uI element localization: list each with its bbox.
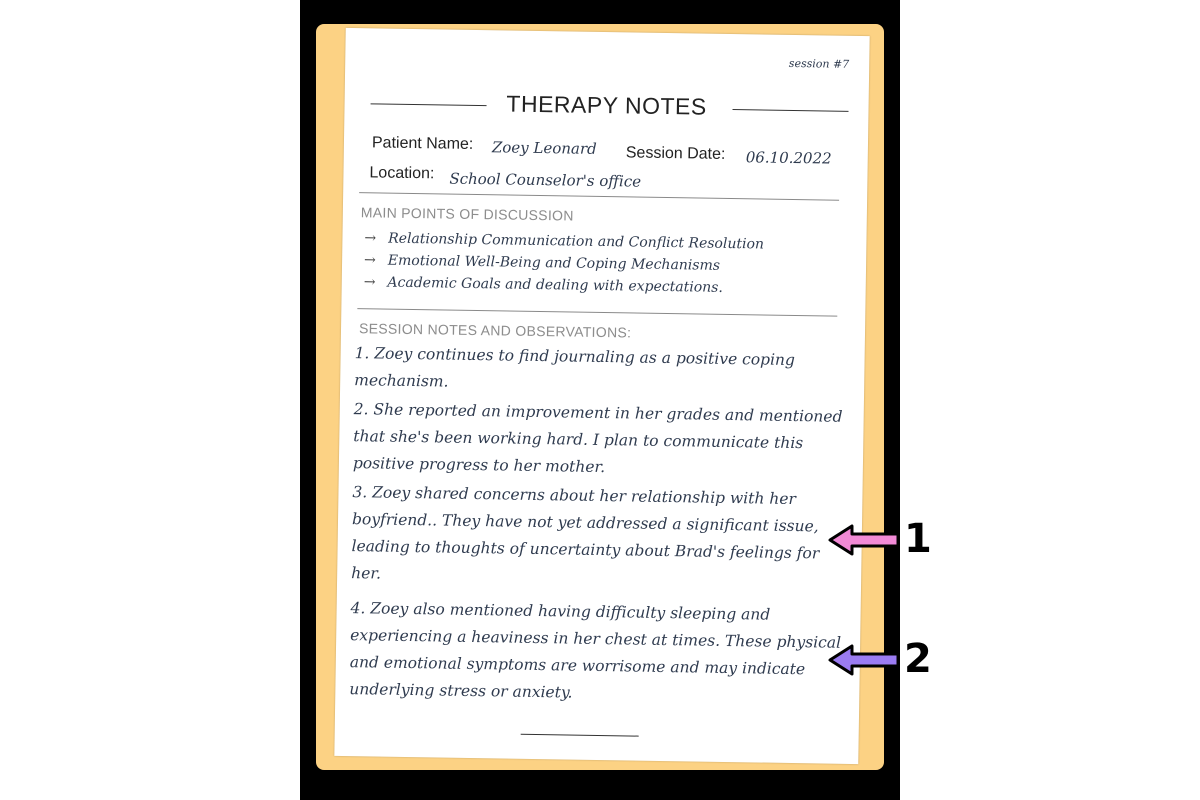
main-points-heading: MAIN POINTS OF DISCUSSION xyxy=(360,204,574,224)
location-label: Location: xyxy=(369,164,435,183)
session-tag: session #7 xyxy=(788,56,850,71)
main-points-list xyxy=(364,230,845,304)
left-arrow-icon xyxy=(826,640,906,680)
session-notes-list xyxy=(349,340,849,713)
left-arrow-icon xyxy=(826,520,906,560)
callout-number: 2 xyxy=(904,636,932,682)
bullet-arrow-icon: → xyxy=(363,274,376,291)
list-item: → Emotional Well-Being and Coping Mechanisms xyxy=(363,252,721,274)
note-item-4: 4. Zoey also mentioned having difficulty sleeping and experiencing a heaviness in her chest at times. These physical and emotional symptoms are worrisome and may indicate underlying stress or anxiety. xyxy=(349,599,842,702)
callout-2 xyxy=(826,636,946,682)
points-divider xyxy=(357,308,837,317)
callout-number: 1 xyxy=(904,516,932,562)
patient-name-value: Zoey Leonard xyxy=(491,138,597,158)
bullet-arrow-icon: → xyxy=(364,230,377,247)
therapy-notes-page xyxy=(334,28,869,764)
list-item: → Academic Goals and dealing with expectations. xyxy=(363,274,723,296)
list-item: → Relationship Communication and Conflict Resolution xyxy=(364,230,765,253)
patient-name-label: Patient Name: xyxy=(371,134,474,153)
title-row xyxy=(344,88,868,128)
header-divider xyxy=(359,192,839,201)
note-item-3: 3. Zoey shared concerns about her relationship with her boyfriend.. They have not yet addressed a significant issue, leading to thoughts of uncertainty about Brad's feelings for her. xyxy=(351,483,820,583)
note-item-2: 2. She reported an improvement in her grades and mentioned that she's been working hard. I plan to communicate this positive progress to her mother. xyxy=(352,400,843,477)
bullet-arrow-icon: → xyxy=(363,252,376,269)
location-value: School Counselor's office xyxy=(449,169,642,191)
session-date-value: 06.10.2022 xyxy=(745,148,832,168)
callout-1 xyxy=(826,516,946,562)
session-date-label: Session Date: xyxy=(625,144,726,163)
note-item-1: 1. Zoey continues to find journaling as a positive coping mechanism. xyxy=(354,344,796,391)
page-title: THERAPY NOTES xyxy=(506,90,707,120)
session-notes-heading: SESSION NOTES AND OBSERVATIONS: xyxy=(358,320,632,341)
closing-rule xyxy=(521,734,639,737)
